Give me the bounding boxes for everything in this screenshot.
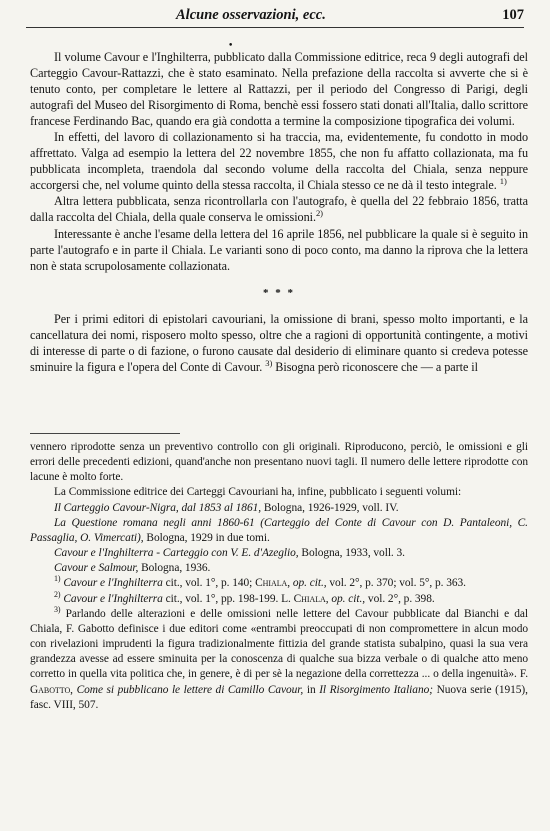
footnote-continuation: vennero riprodotte senza un preventivo controllo con gli originali. Riproducono, perciò, le omissioni e gli errori delle precedenti edizioni, quand'anche non presentano nuovi tagli. Il numero delle lettere riprodotte con lacune è molto forte.	[30, 441, 528, 484]
footnotes	[30, 440, 528, 713]
footnote-ref: 1)	[499, 176, 507, 187]
paragraph: Interessante è anche l'esame della lettera del 16 aprile 1856, nel pubblicare la quale si è seguito in parte l'autografo e in parte il Chiala. Le varianti sono di poco conto, ma danno la riprova che la lettera non è stata scrupolosamente collazionata.	[30, 226, 528, 273]
footnote-ref: 3)	[265, 357, 273, 368]
main-text	[30, 49, 528, 375]
footnote-1: $^{1)}$ Cavour e l'Inghilterra cit., vol. 1°, p. 140; Chiala, op. cit., vol. 2°, p. 370; vol. 5°, p. 363.	[54, 574, 466, 590]
header-rule	[26, 27, 524, 28]
running-title: Alcune osservazioni, ecc.	[176, 7, 326, 23]
footnote-paragraph: La Commissione editrice dei Carteggi Cavouriani ha, infine, pubblicato i seguenti volumi:	[54, 486, 462, 499]
page-number: 107	[502, 7, 524, 23]
paragraph: Altra lettera pubblicata, senza ricontrollarla con l'autografo, è quella del 22 febbraio 1856, tratta dalla raccolta del Chiala, della quale conserva le omissioni.$^{2)}$	[30, 194, 528, 225]
ornament: •	[228, 41, 234, 51]
footnote-ref: 2)	[315, 208, 323, 219]
paragraph: Il volume Cavour e l'Inghilterra, pubblicato dalla Commissione editrice, reca 9 degli autografi del Carteggio Cavour-Rattazzi, che è stato esaminato. Nella prefazione della raccolta si avverte che si è tenuto conto, per completare le lettere al Rattazzi, per il periodo del Congresso di Parigi, degli autografi del Museo del Risorgimento di Roma, benchè essi fossero stati donati all'Italia, dallo scrittore francese Ferdinando Bac, quando era già condotta a termine la composizione tipografica dei volumi.	[30, 50, 528, 129]
volume-entry: Cavour e l'Inghilterra - Carteggio con V. E. d'Azeglio, Bologna, 1933, voll. 3.	[54, 547, 405, 560]
volume-entry: Il Carteggio Cavour-Nigra, dal 1853 al 1861, Bologna, 1926-1929, voll. IV.	[54, 501, 399, 514]
section-separator: * * *	[263, 286, 295, 299]
footnote-rule	[30, 433, 180, 434]
volume-entry: Cavour e Salmour, Bologna, 1936.	[54, 562, 211, 575]
paragraph: In effetti, del lavoro di collazionamento si ha traccia, ma, evidentemente, fu condotto in modo affrettato. Valga ad esempio la lettera del 22 novembre 1855, che non fu affatto collazionata, ma fu pubblicata incompleta, traendola dal secondo volume della raccolta del Chiala, senza neppure accorgersi che, nel volume quinto della stessa raccolta, il Chiala stesso ce ne dà il testo integrale. $^{1)}$	[30, 130, 528, 193]
page-header	[26, 6, 524, 26]
volume-entry: La Questione romana negli anni 1860-61 (Carteggio del Conte di Cavour con D. Pantaleoni, C. Passaglia, O. Vimercati), Bologna, 1929 in due tomi.	[30, 516, 528, 544]
footnote-3: $^{3)}$ Parlando delle alterazioni e delle omissioni nelle lettere del Cavour pubblicate dal Bianchi e dal Chiala, F. Gabotto definisce i due editori come «entrambi preoccupati di non compromettere in alcun modo con rivelazioni imprudenti la figura tradizionalmente fittizia del grande statista subalpino, quasi la sua vera grandezza avesse ad essere sminuita per la conoscenza di qualche sua bizza verbale o di qualche atto meno corretto in quella vita politica che, in genere, è di per sè la negazione della correttezza ... o della ingenuità». F. Gabotto, Come si pubblicano le lettere di Camillo Cavour, in Il Risorgimento Italiano; Nuova serie (1915), fasc. VIII, 507.	[30, 604, 528, 711]
paragraph: Per i primi editori di epistolari cavouriani, la omissione di brani, spesso molto importanti, e la cancellatura dei nomi, risposero molto spesso, oltre che a ragioni di opportunità contingente, a motivi di interesse di parte o di fazione, o furono causate dal desiderio di eliminare quanto si credeva potesse sminuire la figura e l'opera del Conte di Cavour. $^{3)}$ Bisogna però riconoscere che — a parte il	[30, 311, 528, 374]
footnote-2: $^{2)}$ Cavour e l'Inghilterra cit., vol. 1°, pp. 198-199. L. Chiala, op. cit., vol. 2°, p. 398.	[54, 589, 435, 605]
